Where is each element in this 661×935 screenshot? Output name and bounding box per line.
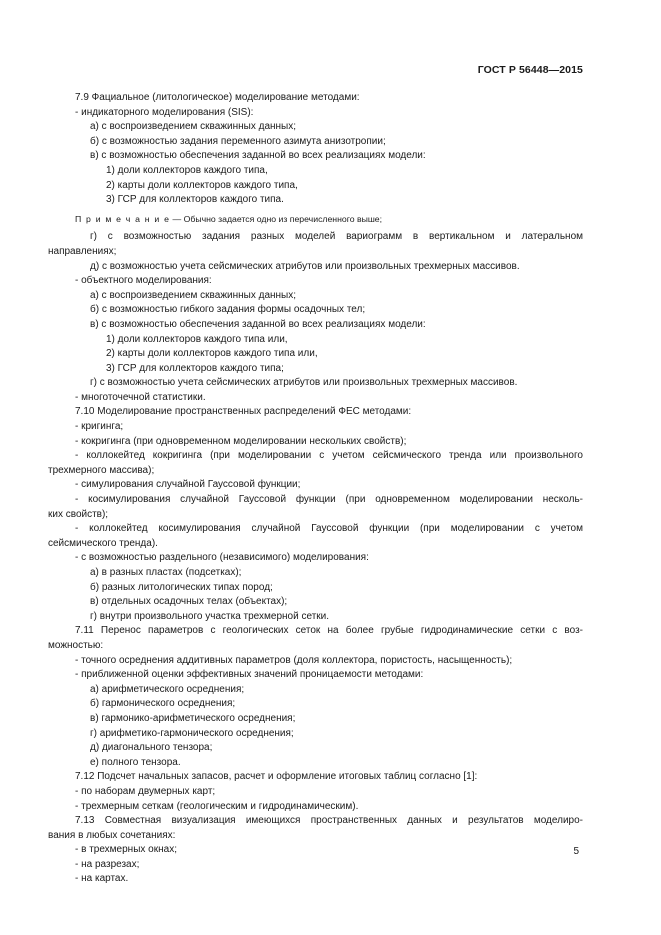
text-line: б) с возможностью гибкого задания формы осадочных тел; <box>90 304 366 316</box>
text-line: трехмерного массива); <box>48 464 155 476</box>
note-label: П р и м е ч а н и е <box>75 213 171 224</box>
text-line: а) с воспроизведением скважинных данных; <box>90 289 297 301</box>
text-line: б) разных литологических типах пород; <box>90 581 273 593</box>
text-line: 2) карты доли коллекторов каждого типа или, <box>106 348 318 360</box>
text-line: вания в любых сочетаниях: <box>48 829 176 841</box>
text-line: д) диагонального тензора; <box>90 742 213 754</box>
note-paragraph <box>75 212 583 227</box>
text-line: 7.10 Моделирование пространственных распределений ФЕС методами: <box>75 406 412 418</box>
text-line: - косимулирования случайной Гауссовой функции (при одновременном моделировании несколь- <box>75 494 583 506</box>
document-body <box>48 91 583 887</box>
text-line: - трехмерным сеткам (геологическим и гидродинамическим). <box>75 800 359 812</box>
text-line: д) с возможностью учета сейсмических атрибутов или произвольных трехмерных массивов. <box>90 260 520 272</box>
text-line: - кокригинга (при одновременном моделировании нескольких свойств); <box>75 435 407 447</box>
text-line: 3) ГСР для коллекторов каждого типа; <box>106 362 284 374</box>
text-line: 7.12 Подсчет начальных запасов, расчет и оформление итоговых таблиц согласно [1]: <box>75 771 478 783</box>
text-line: - симулирования случайной Гауссовой функции; <box>75 479 301 491</box>
text-line: 7.9 Фациальное (литологическое) моделирование методами: <box>75 92 360 103</box>
text-line: - в трехмерных окнах; <box>75 844 177 856</box>
text-line: в) отдельных осадочных телах (объектах); <box>90 596 288 608</box>
text-line: - приближенной оценки эффективных значений проницаемости методами: <box>75 669 424 681</box>
text-line: 3) ГСР для коллекторов каждого типа. <box>106 194 284 206</box>
text-line: - по наборам двумерных карт; <box>75 785 216 797</box>
text-line: 1) доли коллекторов каждого типа, <box>106 164 268 176</box>
text-line: 1) доли коллекторов каждого типа или, <box>106 333 288 345</box>
text-line: г) внутри произвольного участка трехмерной сетки. <box>90 610 330 622</box>
text-line: б) с возможностью задания переменного азимута анизотропии; <box>90 135 386 147</box>
text-line: - на разрезах; <box>75 858 140 870</box>
text-line: б) гармонического осреднения; <box>90 698 236 710</box>
standard-header: ГОСТ Р 56448—2015 <box>477 64 583 76</box>
text-line: - на картах. <box>75 873 129 885</box>
text-line: а) арифметического осреднения; <box>90 683 245 695</box>
text-line: а) с воспроизведением скважинных данных; <box>90 121 297 133</box>
text-line: 7.11 Перенос параметров с геологических сеток на более грубые гидродинамические сетки с воз- <box>75 625 583 637</box>
text-line: г) с возможностью задания разных моделей вариограмм в вертикальном и латеральном <box>90 231 583 243</box>
text-line: 7.13 Совместная визуализация имеющихся пространственных данных и результатов моделиро- <box>75 815 583 827</box>
text-line: в) гармонико-арифметического осреднения; <box>90 712 296 724</box>
text-line: е) полного тензора. <box>90 756 181 768</box>
text-line: - коллокейтед кокригинга (при моделировании с учетом сейсмического тренда или произвольного <box>75 450 583 462</box>
note-text: — Обычно задается одно из перечисленного выше; <box>170 213 383 224</box>
text-line: г) арифметико-гармонического осреднения; <box>90 727 294 739</box>
text-line: - кригинга; <box>75 421 124 433</box>
text-line: - точного осреднения аддитивных параметров (доля коллектора, пористость, насыщенность); <box>75 654 513 666</box>
page-number: 5 <box>573 846 579 857</box>
text-line: в) с возможностью обеспечения заданной во всех реализациях модели: <box>90 150 426 162</box>
text-line: можностью: <box>48 639 104 651</box>
text-line: - с возможностью раздельного (независимого) моделирования: <box>75 552 369 564</box>
text-line: г) с возможностью учета сейсмических атрибутов или произвольных трехмерных массивов. <box>90 377 518 389</box>
text-line: 2) карты доли коллекторов каждого типа, <box>106 179 298 191</box>
text-line: - многоточечной статистики. <box>75 391 206 403</box>
text-line: направлениях; <box>48 245 117 257</box>
text-line: а) в разных пластах (подсетках); <box>90 567 242 578</box>
text-line: в) с возможностью обеспечения заданной во всех реализациях модели: <box>90 318 426 330</box>
text-line: ких свойств); <box>48 508 109 520</box>
text-line: - индикаторного моделирования (SIS): <box>75 106 254 118</box>
text-line: сейсмического тренда). <box>48 537 158 549</box>
text-line: - коллокейтед косимулирования случайной Гауссовой функции (при моделировании с учетом <box>75 523 583 535</box>
text-line: - объектного моделирования: <box>75 275 212 287</box>
